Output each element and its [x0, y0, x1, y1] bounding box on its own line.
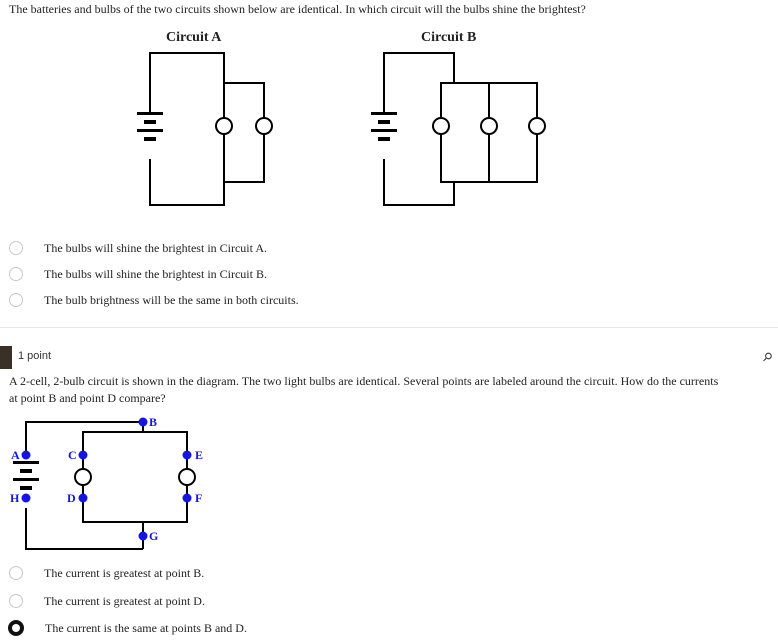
point-c-marker — [79, 451, 88, 460]
point-h-label: H — [10, 491, 20, 505]
points-value: 1 point — [18, 350, 52, 362]
point-g-label: G — [149, 529, 159, 543]
point-e-marker — [183, 451, 192, 460]
q2-choice-d[interactable] — [9, 591, 409, 611]
point-b-marker — [139, 418, 148, 427]
point-e-label: E — [195, 448, 204, 462]
choice-label: The current is greatest at point D. — [44, 593, 205, 608]
point-a-label: A — [11, 448, 20, 462]
pin-icon[interactable]: ⚲ — [759, 348, 776, 366]
q2-choice-same[interactable] — [9, 618, 409, 638]
radio-button[interactable] — [9, 566, 23, 580]
radio-button[interactable] — [9, 594, 23, 608]
q1-choice-same[interactable] — [9, 290, 409, 310]
question-divider — [0, 327, 778, 328]
q2-choice-b[interactable] — [9, 563, 409, 583]
circuit-a-title: Circuit A — [166, 30, 222, 45]
choice-label: The bulb brightness will be the same in both circuits. — [44, 292, 299, 307]
radio-button[interactable] — [9, 293, 23, 307]
points-marker-bar — [0, 346, 12, 369]
choice-label: The bulbs will shine the brightest in Circuit A. — [44, 240, 267, 255]
point-c-label: C — [68, 448, 77, 462]
point-f-marker — [183, 494, 192, 503]
question1-prompt: The batteries and bulbs of the two circuits shown below are identical. In which circuit will the bulbs shine the brightest? — [9, 2, 586, 16]
point-f-label: F — [195, 491, 203, 505]
choice-label: The current is greatest at point B. — [44, 565, 205, 580]
point-h-marker — [22, 494, 31, 503]
radio-button[interactable] — [9, 241, 23, 255]
point-b-label: B — [149, 415, 158, 429]
circuit-b-title: Circuit B — [421, 30, 477, 45]
point-a-marker — [22, 451, 31, 460]
radio-button-selected[interactable] — [8, 620, 24, 636]
question2-prompt-line1: A 2-cell, 2-bulb circuit is shown in the diagram. The two light bulbs are identical. Several points are labeled around the circuit. How do the currents — [9, 374, 719, 388]
point-g-marker — [139, 532, 148, 541]
circuit-b-diagram — [354, 48, 554, 210]
q1-choice-b[interactable] — [9, 264, 409, 284]
radio-button[interactable] — [9, 267, 23, 281]
choice-label: The current is the same at points B and D. — [45, 620, 247, 635]
circuit-a-diagram — [120, 48, 280, 210]
question2-prompt-line2: at point B and point D compare? — [9, 391, 166, 405]
point-d-marker — [79, 494, 88, 503]
point-d-label: D — [67, 491, 76, 505]
circuit-2cell-diagram — [0, 408, 230, 558]
choice-label: The bulbs will shine the brightest in Circuit B. — [44, 266, 267, 281]
q1-choice-a[interactable] — [9, 238, 409, 258]
